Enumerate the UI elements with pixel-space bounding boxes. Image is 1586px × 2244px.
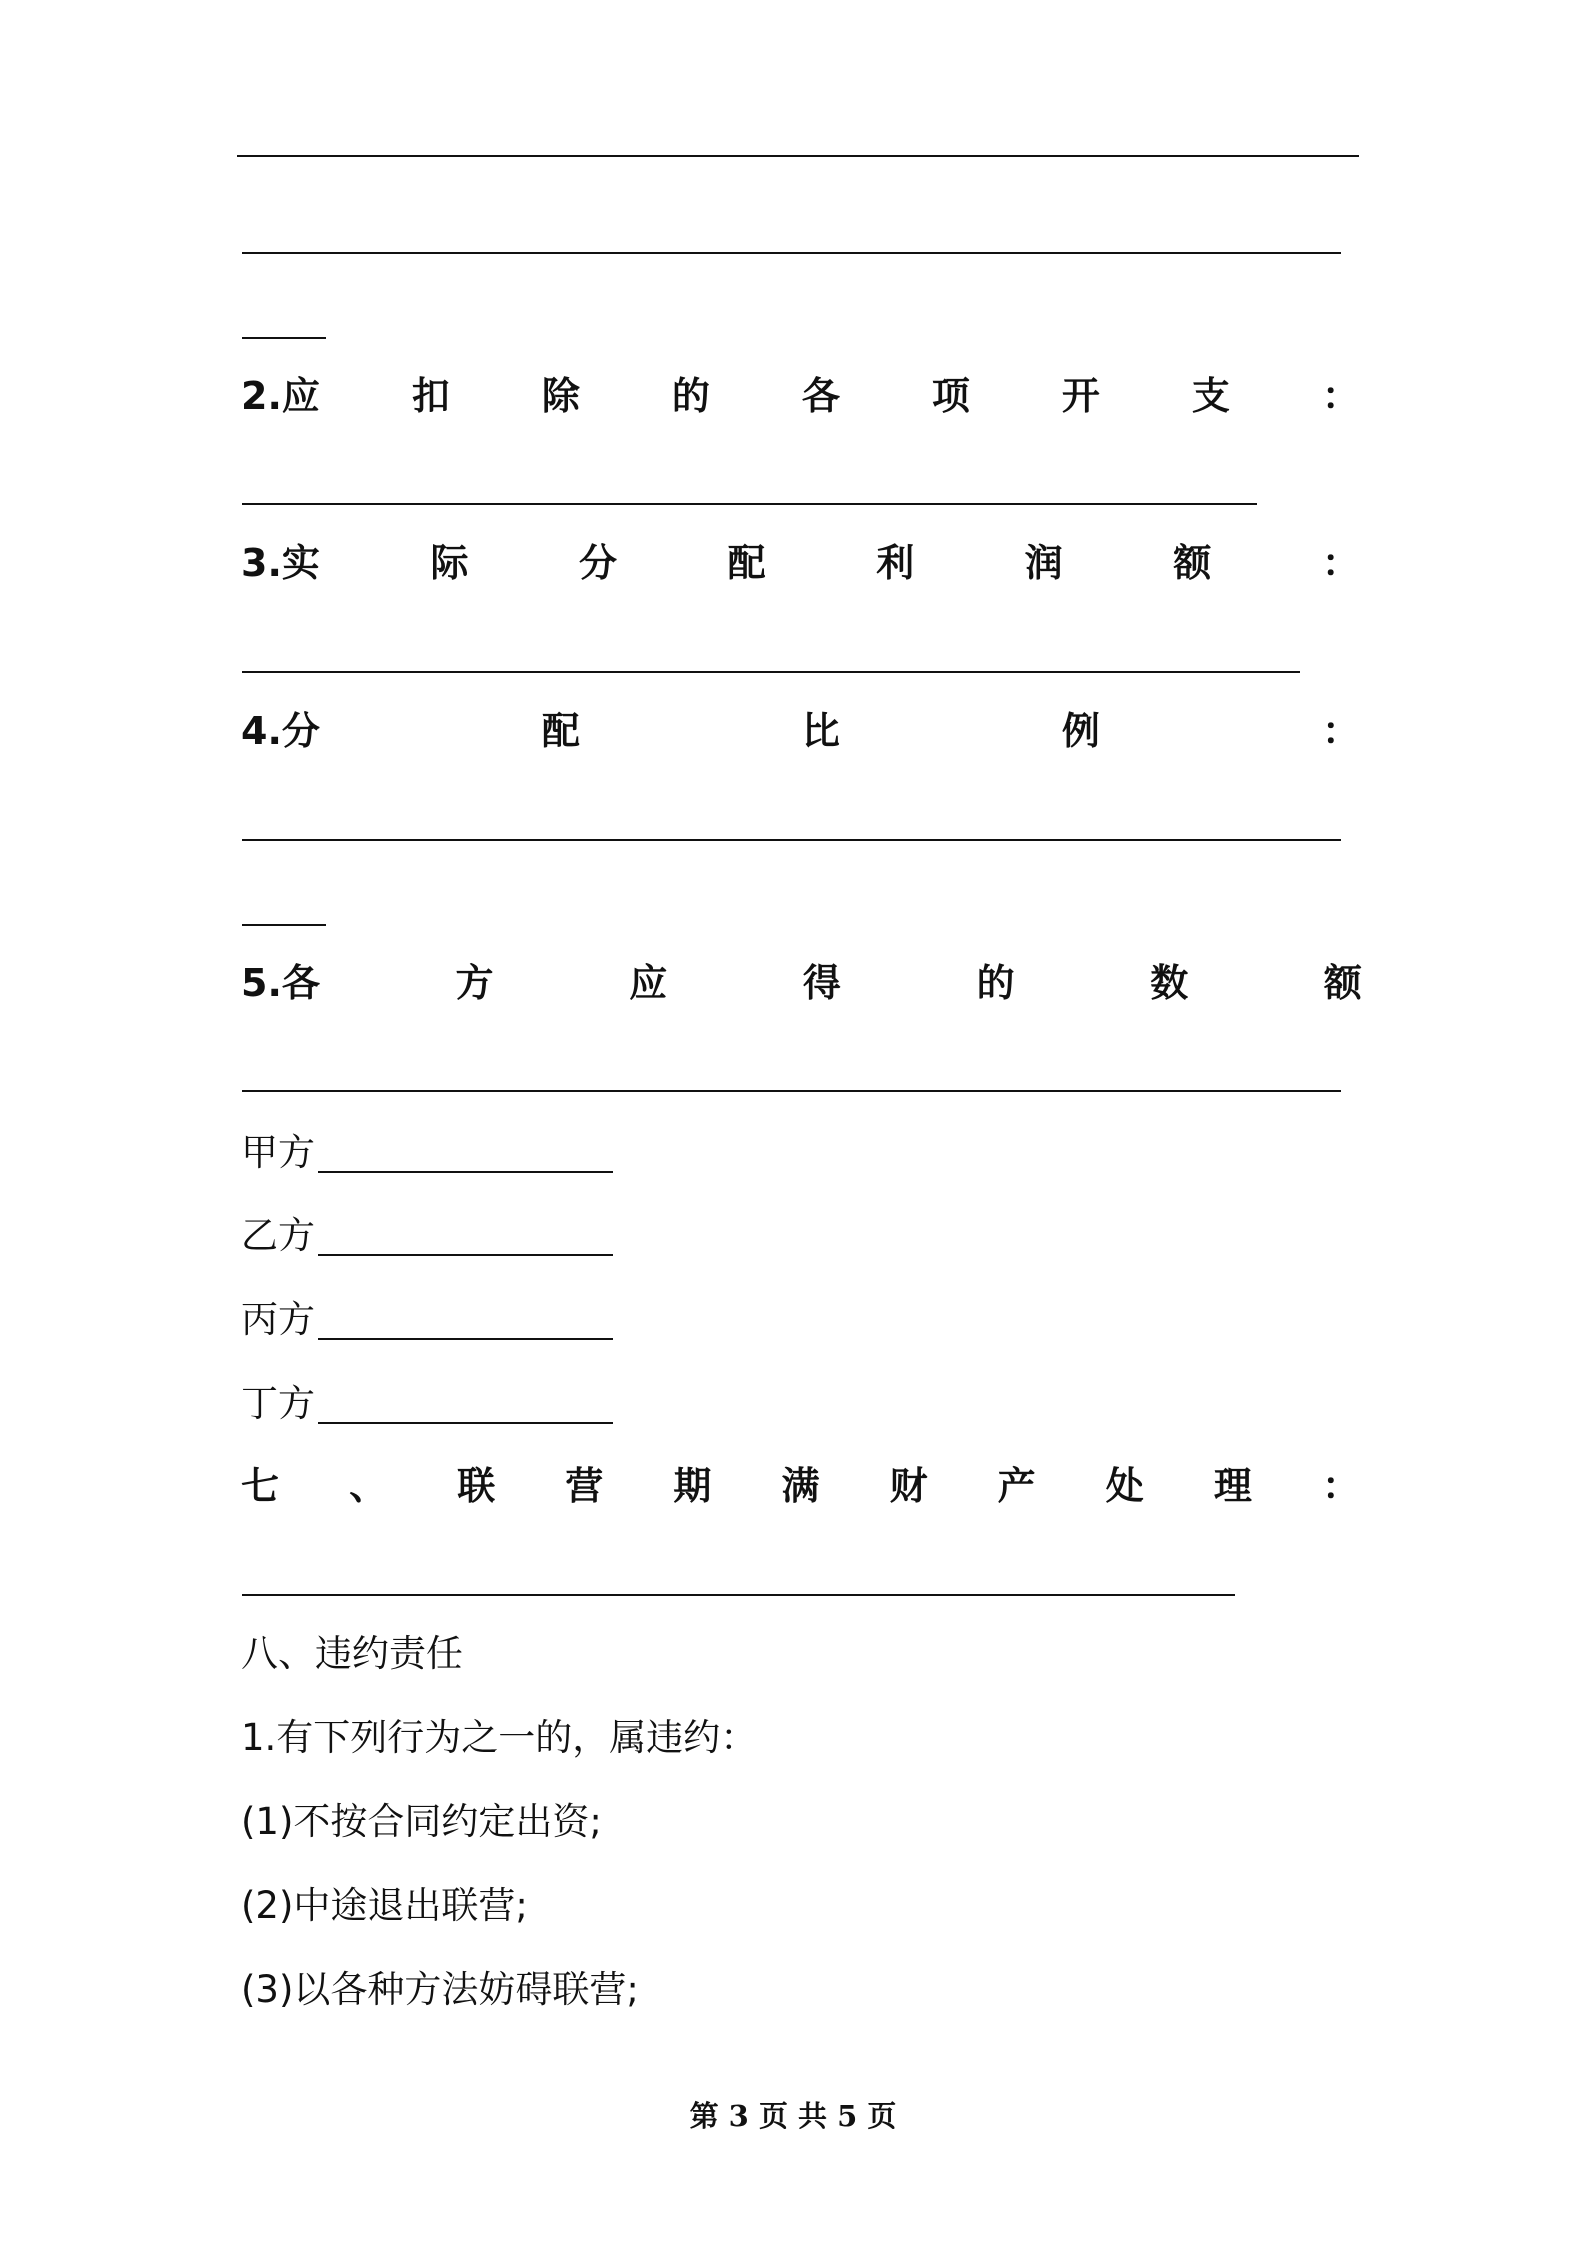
- party-b-blank: [318, 1254, 613, 1256]
- fill-in-blank-line: [242, 839, 1341, 841]
- section-8-subitem-1: (1)不按合同约定出资;: [241, 1800, 602, 1843]
- fill-in-blank-line: [242, 252, 1341, 254]
- party-a-blank: [318, 1171, 613, 1173]
- item-3-label: 3.实 际 分 配 利 润 额 ：: [241, 541, 1360, 585]
- section-8-item-1: 1.有下列行为之一的，属违约：: [241, 1716, 758, 1759]
- page-number-footer: 第 3 页 共 5 页: [689, 2099, 897, 2133]
- section-8-subitem-2: (2)中途退出联营;: [241, 1884, 528, 1927]
- fill-in-blank-line: [242, 503, 1257, 505]
- fill-in-blank-line: [242, 924, 326, 926]
- party-d-blank: [318, 1422, 613, 1424]
- party-d-label: 丁方: [241, 1382, 315, 1425]
- section-8-subitem-3: (3)以各种方法妨碍联营;: [241, 1968, 639, 2011]
- party-c-blank: [318, 1338, 613, 1340]
- item-5-label: 5.各 方 应 得 的 数 额: [241, 961, 1362, 1005]
- item-2-label: 2.应 扣 除 的 各 项 开 支 ：: [241, 374, 1360, 418]
- section-7-heading: 七 、 联 营 期 满 财 产 处 理 ：: [241, 1464, 1360, 1508]
- fill-in-blank-line: [242, 1594, 1235, 1596]
- party-c-label: 丙方: [241, 1298, 315, 1341]
- header-rule: [237, 155, 1359, 157]
- section-8-heading: 八、违约责任: [241, 1632, 463, 1675]
- fill-in-blank-line: [242, 337, 326, 339]
- fill-in-blank-line: [242, 1090, 1341, 1092]
- party-a-label: 甲方: [241, 1131, 315, 1174]
- item-4-label: 4.分 配 比 例 ：: [241, 709, 1360, 753]
- party-b-label: 乙方: [241, 1214, 315, 1257]
- fill-in-blank-line: [242, 671, 1300, 673]
